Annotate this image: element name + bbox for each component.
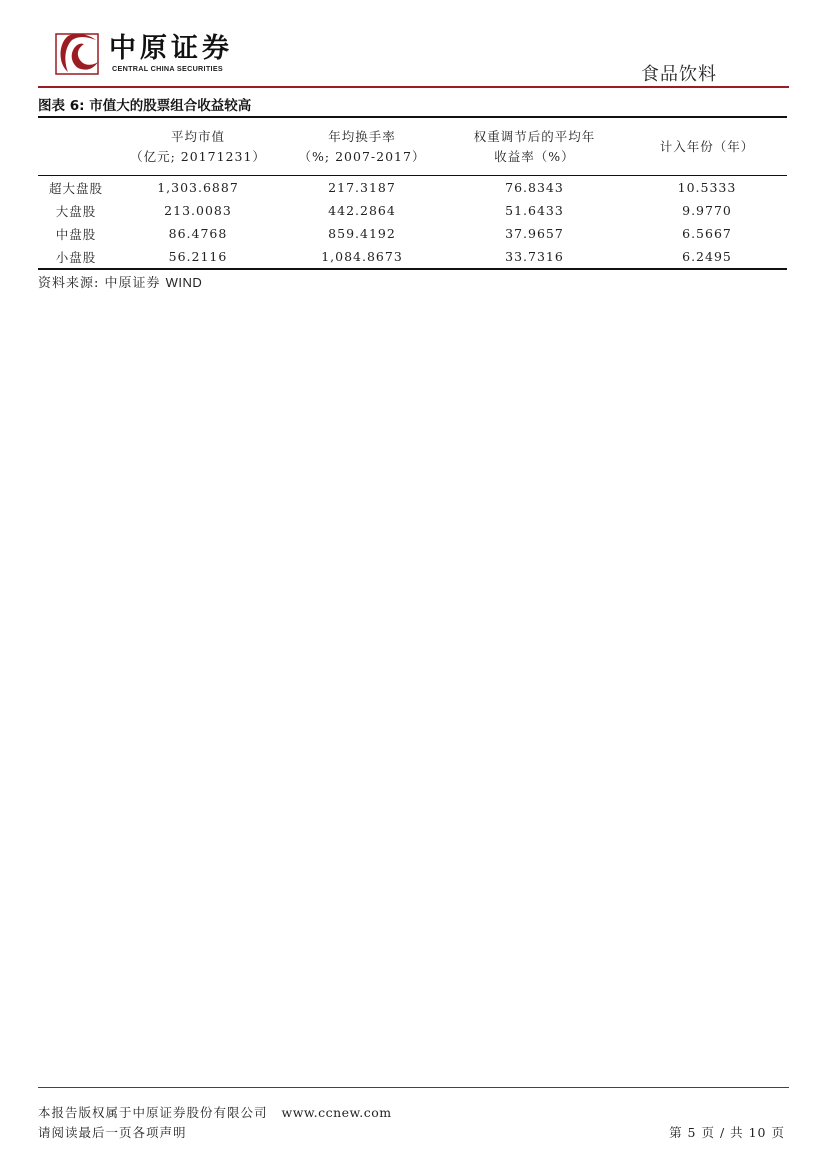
row-label: 大盘股 (55, 203, 97, 219)
logo-english-name: CENTRAL CHINA SECURITIES (112, 64, 224, 73)
page-number: 第 5 页 / 共 10 页 (669, 1125, 785, 1140)
footer-copyright: 本报告版权属于中原证券股份有限公司 (38, 1105, 268, 1120)
cell-turnover: 442.2864 (328, 203, 396, 218)
header-cell-weighted-return (442, 117, 627, 176)
source-note (38, 272, 202, 291)
row-label: 中盘股 (55, 226, 97, 242)
sector-label: 食品饮料 (641, 64, 717, 85)
cell-years: 10.5333 (677, 180, 737, 195)
cell-years: 9.9770 (682, 203, 732, 218)
data-table (38, 116, 787, 270)
cell-weighted-return: 51.6433 (505, 203, 564, 218)
table-row (38, 245, 787, 269)
row-label: 小盘股 (55, 249, 97, 265)
logo-emblem-icon (54, 32, 100, 76)
cell-avg-mkt-cap: 213.0083 (164, 203, 232, 218)
cell-weighted-return: 33.7316 (505, 249, 564, 264)
cell-years: 6.2495 (682, 249, 732, 264)
cell-avg-mkt-cap: 1,303.6887 (157, 180, 239, 195)
header-line: 计入年份（年） (659, 138, 755, 154)
cell-years: 6.5667 (682, 226, 732, 241)
cell-weighted-return: 76.8343 (505, 180, 564, 195)
header-cell-years (627, 117, 787, 176)
logo-chinese-name: 中原证券 (109, 33, 233, 64)
figure-title: 图表 6: 市值大的股票组合收益较高 (38, 98, 252, 114)
header-line: （亿元; 20171231） (130, 148, 266, 164)
source-wind: WIND (165, 275, 203, 290)
header-cell-blank (38, 117, 114, 176)
header-line: 收益率（%） (494, 148, 575, 164)
header-line: 权重调节后的平均年 (473, 128, 596, 144)
table-row (38, 222, 787, 245)
cell-weighted-return: 37.9657 (505, 226, 564, 241)
header-cell-turnover (282, 117, 442, 176)
row-label: 超大盘股 (48, 180, 103, 196)
table-row (38, 176, 787, 200)
cell-turnover: 1,084.8673 (321, 249, 403, 264)
footer-copyright-line (38, 1103, 392, 1121)
cell-avg-mkt-cap: 56.2116 (168, 249, 228, 264)
header-line: 平均市值 (170, 128, 225, 144)
footer-disclaimer: 请阅读最后一页各项声明 (38, 1125, 187, 1140)
cell-turnover: 217.3187 (328, 180, 396, 195)
footer-divider (38, 1087, 789, 1088)
header-divider (38, 86, 789, 88)
footer-url-link[interactable]: www.ccnew.com (281, 1105, 392, 1120)
header-line: 年均换手率 (328, 128, 396, 144)
table-header-row (38, 117, 787, 176)
cell-turnover: 859.4192 (328, 226, 396, 241)
header-cell-avg-mkt-cap (114, 117, 282, 176)
table-row (38, 199, 787, 222)
cell-avg-mkt-cap: 86.4768 (168, 226, 228, 241)
header-line: （%; 2007-2017） (298, 148, 426, 164)
source-label: 资料来源: 中原证券 (38, 276, 161, 291)
company-logo (54, 32, 244, 76)
